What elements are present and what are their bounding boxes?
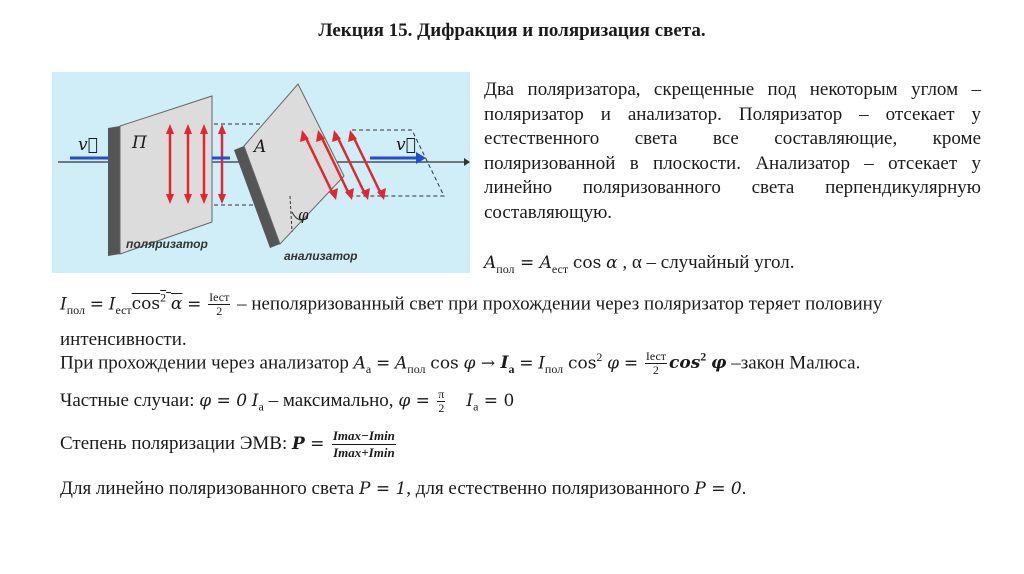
fraction-pi-2: $\frac{\pi}{2}$ — [438, 387, 445, 415]
caption-analyzer: анализатор — [284, 249, 358, 263]
caption-polarizer: поляризатор — [126, 237, 208, 251]
fraction-iest-2: $\frac{\text{Iест}}{2}$ — [209, 290, 230, 319]
polarizer-edge — [108, 126, 120, 256]
polarization-figure — [52, 72, 470, 273]
intro-paragraph: Два поляризатора, скрещенные под некоторым углом – поляризатор и анализатор. Поляризатор – отсекает у естественного света все составляющие, кроме поляризованной в плоскости. Анализатор – отсекает у линейно поляризованного света перпендикулярную составляющую. — [484, 79, 981, 223]
slide-title: Лекция 15. Дифракция и поляризация света. — [318, 20, 706, 41]
polarization-degree-line: Степень поляризации ЭМВ: P = $\frac{Imax-Imin}{Imax+Imin}$ — [60, 428, 395, 460]
fraction-iest-2: $\frac{\text{Iест}}{2}$ — [645, 349, 667, 378]
label-v-left: v⃗ — [78, 135, 98, 155]
label-analyzer-letter: A — [254, 137, 267, 157]
intensity-polarizer-line: $I_{пол} = I_{ест}\cos^2$ α = $\frac{\text{Iест}}{2}$ – неполяризованный свет при прохождении через поляризатор теряет половину интенсивности. — [60, 290, 883, 351]
label-angle: φ — [298, 206, 309, 224]
malus-law-line: При прохождении через анализатор $A_a = A_{пол}$ $\cos \varphi \to I_a = I_{пол}$ $\cos^2 \varphi$ = $\frac{\text{Iест}}{2}$ $\cos^2 \varphi$ –закон Малюса. — [60, 349, 861, 378]
amplitude-equation: $A_{пол} = A_{ест}$ cos α , α – случайный угол. — [484, 252, 795, 276]
polarizer-analyzer-diagram — [52, 72, 470, 273]
label-polarizer-letter: П — [132, 133, 147, 153]
fraction-polarization-degree: $\frac{Imax-Imin}{Imax+Imin}$ — [332, 428, 395, 460]
linear-vs-natural-line: Для линейно поляризованного света P = 1, для естественно поляризованного P = 0. — [60, 478, 747, 499]
special-cases-line: Частные случаи: φ = 0 $I_a$ – максимально, φ = $\frac{\pi}{2}$ $I_a = 0$ — [60, 387, 515, 415]
label-v-right: v⃗ — [396, 135, 416, 155]
